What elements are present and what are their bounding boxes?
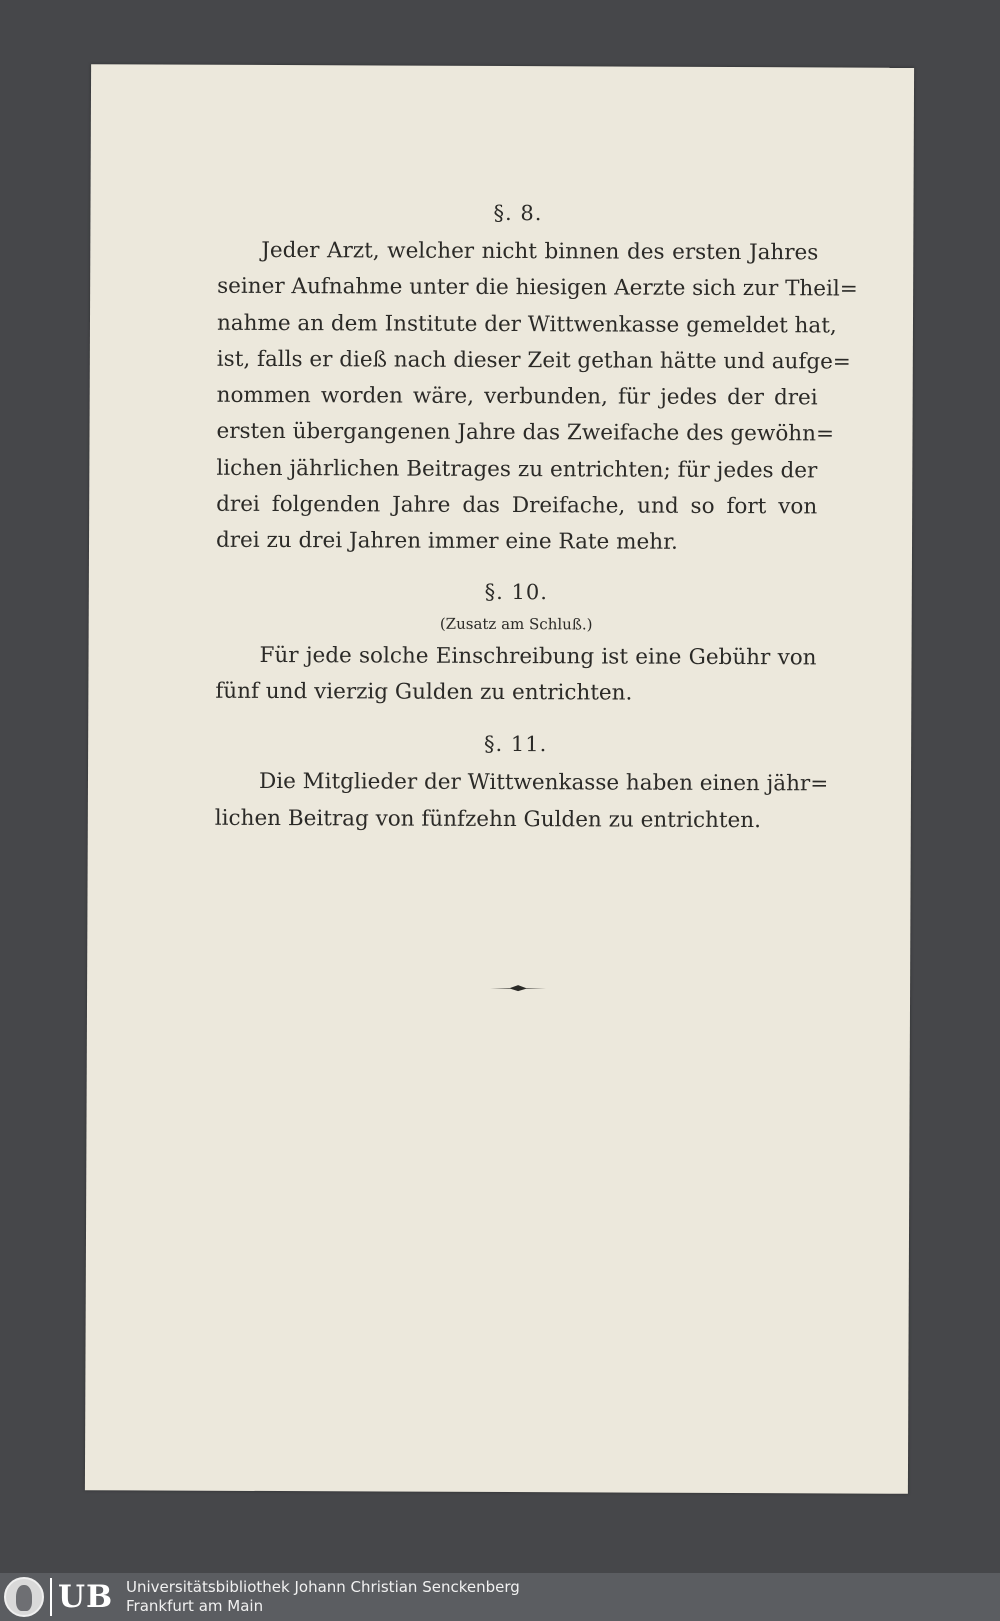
paragraph-line: seiner Aufnahme unter die hiesigen Aerzte sich zur Theil=: [217, 274, 858, 302]
section-8-paragraph: [215, 233, 858, 562]
paragraph-line: ersten übergangenen Jahre das Zweifache des gewöhn=: [216, 419, 835, 447]
paragraph-line: ist, falls er dieß nach dieser Zeit gethan hätte und aufge=: [216, 346, 851, 375]
page-text: [214, 197, 858, 839]
scanned-page: [85, 64, 914, 1494]
paragraph-line: nahme an dem Institute der Wittwenkasse gemeldet hat,: [216, 310, 837, 339]
ornament-divider-icon: [490, 984, 546, 992]
paragraph-line: nommen worden wäre, verbunden, für jedes der drei: [216, 382, 818, 411]
section-11-heading: §. 11.: [483, 732, 548, 757]
section-10-heading: §. 10.: [484, 579, 548, 604]
paragraph-line: lichen Beitrag von fünfzehn Gulden zu entrichten.: [214, 805, 761, 833]
institution-line-1: Universitätsbibliothek Johann Christian Senckenberg: [126, 1578, 520, 1596]
library-footer: [0, 1573, 1000, 1621]
paragraph-line: Die Mitglieder der Wittwenkasse haben einen jähr=: [258, 769, 829, 797]
section-11-paragraph: [214, 764, 829, 839]
institution-name: [126, 1578, 520, 1616]
logo-text: UB: [50, 1578, 113, 1616]
paragraph-line: drei zu drei Jahren immer eine Rate mehr.: [215, 528, 678, 556]
section-10-paragraph: [215, 637, 816, 712]
paragraph-line: Jeder Arzt, welcher nicht binnen des ersten Jahres: [261, 237, 819, 266]
institution-line-2: Frankfurt am Main: [126, 1597, 264, 1615]
section-8-heading: §. 8.: [493, 200, 543, 226]
section-10-subheading: (Zusatz am Schluß.): [439, 614, 593, 634]
portrait-medallion-icon: [4, 1577, 44, 1617]
paragraph-line: Für jede solche Einschreibung ist eine Gebühr von: [259, 642, 817, 671]
paragraph-line: fünf und vierzig Gulden zu entrichten.: [215, 678, 633, 706]
paragraph-line: lichen jährlichen Beitrages zu entrichten; für jedes der: [216, 455, 818, 484]
ub-logo: [4, 1575, 116, 1619]
paragraph-line: drei folgenden Jahre das Dreifache, und so fort von: [216, 491, 818, 520]
